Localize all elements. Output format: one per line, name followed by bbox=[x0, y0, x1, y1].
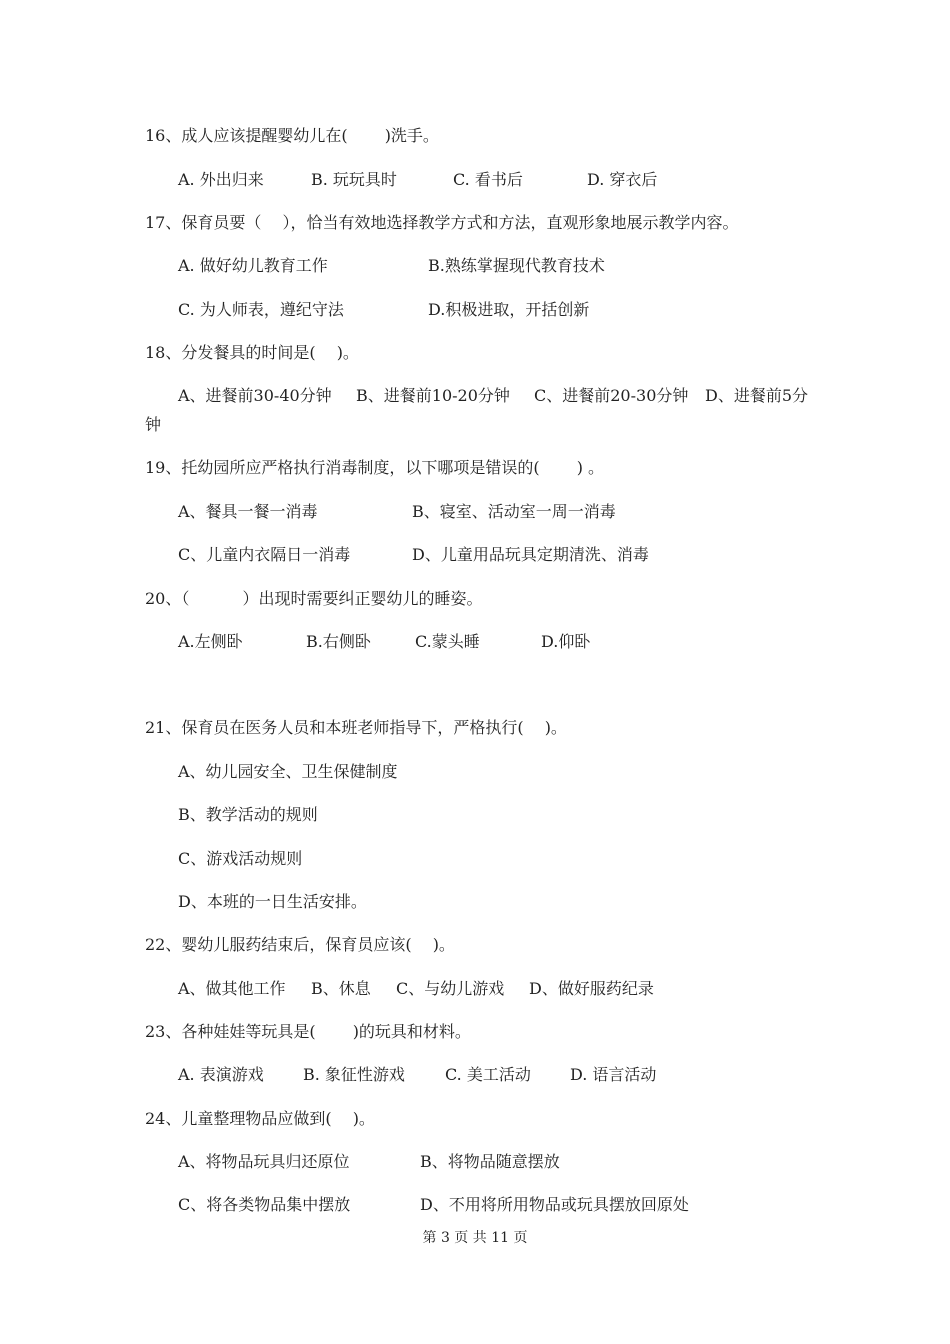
question-18: 18、分发餐具的时间是( )。 bbox=[145, 343, 359, 362]
q21-option-a: A、幼儿园安全、卫生保健制度 bbox=[178, 762, 398, 781]
q21-option-b: B、教学活动的规则 bbox=[178, 805, 318, 824]
question-20: 20、（ ）出现时需要纠正婴幼儿的睡姿。 bbox=[145, 589, 483, 608]
q16-option-a: A. 外出归来 bbox=[178, 170, 264, 189]
q17-option-d: D.积极进取，开括创新 bbox=[428, 300, 590, 319]
q21-option-c: C、游戏活动规则 bbox=[178, 849, 303, 868]
q23-option-b: B. 象征性游戏 bbox=[303, 1065, 405, 1084]
q17-option-a: A. 做好幼儿教育工作 bbox=[178, 256, 328, 275]
q18-option-c: C、进餐前20-30分钟 bbox=[534, 386, 689, 405]
q19-option-b: B、寝室、活动室一周一消毒 bbox=[412, 502, 616, 521]
q18-option-d: D、进餐前5分 bbox=[705, 386, 809, 405]
question-22: 22、婴幼儿服药结束后，保育员应该( )。 bbox=[145, 935, 455, 954]
q22-option-d: D、做好服药纪录 bbox=[529, 979, 654, 998]
question-21: 21、保育员在医务人员和本班老师指导下，严格执行( )。 bbox=[145, 718, 567, 737]
q19-option-a: A、餐具一餐一消毒 bbox=[178, 502, 318, 521]
q24-option-b: B、将物品随意摆放 bbox=[420, 1152, 560, 1171]
page-footer: 第 3 页 共 11 页 bbox=[422, 1230, 528, 1246]
q20-option-c: C.蒙头睡 bbox=[415, 632, 480, 651]
q16-option-b: B. 玩玩具时 bbox=[311, 170, 397, 189]
question-19: 19、托幼园所应严格执行消毒制度，以下哪项是错误的( ) 。 bbox=[145, 458, 605, 477]
q24-option-a: A、将物品玩具归还原位 bbox=[178, 1152, 350, 1171]
question-23: 23、各种娃娃等玩具是( )的玩具和材料。 bbox=[145, 1022, 471, 1041]
q23-option-a: A. 表演游戏 bbox=[178, 1065, 264, 1084]
q24-option-c: C、将各类物品集中摆放 bbox=[178, 1195, 351, 1214]
q19-option-c: C、儿童内衣隔日一消毒 bbox=[178, 545, 351, 564]
q18-option-d-continued: 钟 bbox=[145, 415, 162, 434]
q21-option-d: D、本班的一日生活安排。 bbox=[178, 892, 367, 911]
q20-option-b: B.右侧卧 bbox=[306, 632, 371, 651]
question-16: 16、成人应该提醒婴幼儿在( )洗手。 bbox=[145, 126, 439, 145]
question-24: 24、儿童整理物品应做到( )。 bbox=[145, 1109, 375, 1128]
q22-option-a: A、做其他工作 bbox=[178, 979, 286, 998]
q18-option-b: B、进餐前10-20分钟 bbox=[356, 386, 510, 405]
q17-option-b: B.熟练掌握现代教育技术 bbox=[428, 256, 605, 275]
q19-option-d: D、儿童用品玩具定期清洗、消毒 bbox=[412, 545, 649, 564]
q23-option-d: D. 语言活动 bbox=[570, 1065, 657, 1084]
q20-option-a: A.左侧卧 bbox=[178, 632, 243, 651]
q22-option-c: C、与幼儿游戏 bbox=[396, 979, 505, 998]
q18-option-a: A、进餐前30-40分钟 bbox=[178, 386, 332, 405]
q22-option-b: B、休息 bbox=[311, 979, 371, 998]
question-17: 17、保育员要（ ），恰当有效地选择教学方式和方法，直观形象地展示教学内容。 bbox=[145, 213, 739, 232]
q16-option-c: C. 看书后 bbox=[453, 170, 523, 189]
q20-option-d: D.仰卧 bbox=[541, 632, 591, 651]
q24-option-d: D、不用将所用物品或玩具摆放回原处 bbox=[420, 1195, 689, 1214]
q23-option-c: C. 美工活动 bbox=[445, 1065, 531, 1084]
q16-option-d: D. 穿衣后 bbox=[587, 170, 658, 189]
q17-option-c: C. 为人师表，遵纪守法 bbox=[178, 300, 344, 319]
